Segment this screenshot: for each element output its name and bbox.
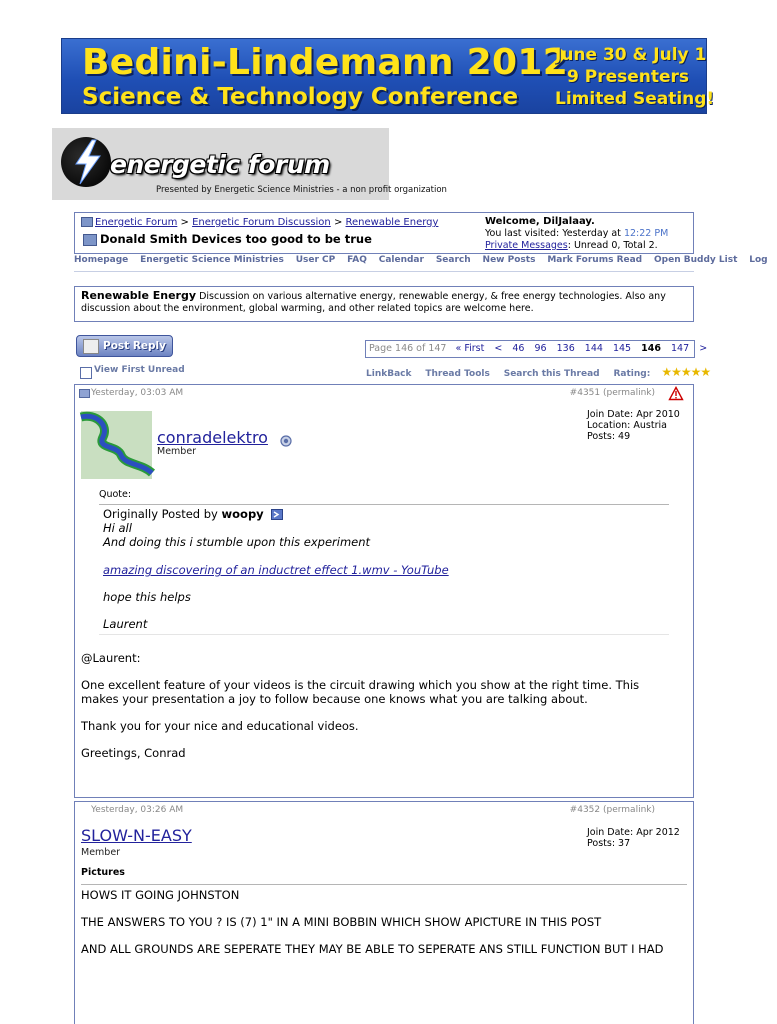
page-link[interactable]: 144 (584, 343, 603, 354)
post-paragraph: AND ALL GROUNDS ARE SEPERATE THEY MAY BE ABLE TO SEPERATE ANS STILL FUNCTION BUT I HAD (81, 942, 664, 956)
quote-line: And doing this i stumble upon this experiment (103, 535, 371, 549)
post-paragraph: One excellent feature of your videos is the circuit drawing which you show at the right time. This makes your presentation a joy to follow because one knows what you are talking about. (81, 678, 640, 706)
welcome-panel (485, 216, 668, 252)
quote-prefix: Originally Posted by (103, 507, 222, 521)
lightning-bolt-icon (70, 140, 104, 184)
post-permalink[interactable]: #4351 (permalink) (569, 388, 655, 398)
forum-home-icon[interactable] (81, 217, 93, 227)
breadcrumb-forum-discussion[interactable]: Energetic Forum Discussion (192, 217, 331, 228)
menu-calendar[interactable]: Calendar (378, 255, 424, 265)
linkback-menu[interactable]: LinkBack (366, 369, 412, 379)
post-4351 (74, 384, 694, 798)
menu-log-out[interactable]: Log (749, 255, 768, 265)
post-user-rank: Member (81, 847, 121, 858)
post-reply-icon (83, 339, 99, 354)
welcome-text: Welcome, DilJalaay. (485, 216, 595, 227)
join-date: Join Date: Apr 2012 (587, 827, 680, 838)
avatar[interactable] (81, 411, 152, 479)
page-link[interactable]: 96 (534, 343, 547, 354)
banner-title: Bedini-Lindemann 2012 (82, 42, 569, 83)
page-info: Page 146 of 147 (369, 343, 447, 354)
logo-tagline: Presented by Energetic Science Ministries - a non profit organization (156, 185, 447, 195)
post-date: Yesterday, 03:26 AM (91, 805, 184, 815)
rating-menu[interactable]: Rating: (613, 369, 651, 379)
post-paragraph: Greetings, Conrad (81, 746, 186, 760)
menu-mark-forums-read[interactable]: Mark Forums Read (547, 255, 643, 265)
post-title-divider (81, 884, 687, 885)
post-paragraph: Thank you for your nice and educational videos. (81, 719, 359, 733)
post-count: Posts: 37 (587, 838, 631, 849)
banner-subtitle: Science & Technology Conference (82, 84, 519, 110)
page-link[interactable]: 147 (671, 343, 690, 354)
menu-search[interactable]: Search (435, 255, 471, 265)
quote-line: Hi all (103, 521, 132, 535)
quote-label: Quote: (99, 489, 132, 500)
last-visited-label: You last visited: Yesterday at (485, 228, 624, 239)
page-link[interactable]: 136 (556, 343, 575, 354)
post-paragraph: THE ANSWERS TO YOU ? IS (7) 1" IN A MINI BOBBIN WHICH SHOW APICTURE IN THIS POST (81, 915, 602, 929)
thread-tools-menu-button[interactable]: Thread Tools (425, 369, 490, 379)
post-username[interactable]: conradelektro (157, 428, 268, 447)
rating-stars-icon: ★★★★★ (661, 365, 711, 379)
breadcrumb-separator: > (330, 217, 346, 228)
site-logo[interactable] (52, 128, 447, 200)
quote-line: Laurent (103, 617, 148, 631)
post-header (75, 385, 693, 401)
page-first-link[interactable]: « First (455, 343, 485, 354)
river-map-image (81, 411, 152, 479)
thread-title (83, 232, 372, 246)
quote-line: hope this helps (103, 590, 191, 604)
search-thread-menu[interactable]: Search this Thread (503, 369, 600, 379)
forum-description: Discussion on various alternative energy, renewable energy, & free energy technologies. Also any discussion about the environment, global warming, and other related topics are welcome here. (81, 291, 666, 314)
pagination (365, 340, 708, 358)
menu-user-cp[interactable]: User CP (295, 255, 336, 265)
banner-presenters: 9 Presenters (566, 67, 690, 87)
report-post-icon[interactable] (669, 387, 683, 400)
post-message (81, 651, 665, 773)
last-visited-time: 12:22 PM (623, 228, 669, 239)
quote-author: woopy (221, 507, 264, 521)
page-link[interactable]: 145 (612, 343, 632, 354)
post-permalink[interactable]: #4352 (permalink) (569, 805, 655, 815)
menu-open-buddy-list[interactable]: Open Buddy List (654, 255, 738, 265)
post-title: Pictures (81, 867, 125, 878)
post-count: Posts: 49 (587, 431, 631, 442)
location: Location: Austria (587, 420, 667, 431)
post-header (75, 802, 693, 818)
breadcrumb-energetic-forum[interactable]: Energetic Forum (95, 217, 178, 228)
forum-name: Renewable Energy (81, 289, 197, 302)
post-icon (79, 389, 90, 398)
post-user-details (587, 827, 680, 849)
menu-new-posts[interactable]: New Posts (482, 255, 536, 265)
menu-divider (74, 271, 694, 272)
post-user-rank: Member (157, 446, 197, 457)
breadcrumb-separator: > (177, 217, 193, 228)
main-menu-bar (74, 255, 768, 271)
private-messages-link[interactable]: Private Messages (485, 240, 568, 251)
quote-block (99, 504, 669, 635)
page-prev-link[interactable]: < (494, 343, 503, 354)
breadcrumb (81, 217, 438, 228)
post-paragraph: @Laurent: (81, 651, 141, 665)
thread-title-text: Donald Smith Devices too good to be true (100, 232, 372, 246)
menu-homepage[interactable]: Homepage (74, 255, 129, 265)
post-reply-button[interactable] (76, 335, 173, 357)
forum-description-box (74, 286, 694, 322)
post-date: Yesterday, 03:03 AM (91, 388, 184, 398)
thread-folder-icon (83, 234, 97, 246)
menu-faq[interactable]: FAQ (347, 255, 367, 265)
view-first-unread-link[interactable]: View First Unread (94, 365, 185, 375)
quote-header (103, 507, 665, 521)
conference-banner[interactable] (61, 38, 715, 114)
menu-energetic-science-ministries[interactable]: Energetic Science Ministries (140, 255, 284, 265)
post-message (81, 888, 681, 969)
user-offline-icon (280, 435, 292, 447)
page-current: 146 (641, 343, 661, 354)
post-paragraph: HOWS IT GOING JOHNSTON (81, 888, 240, 902)
view-post-icon[interactable] (271, 509, 283, 520)
thread-tools-menu (366, 365, 721, 379)
logo-name: energetic forum (110, 150, 330, 179)
view-first-unread-icon[interactable] (80, 367, 92, 379)
private-messages-status: : Unread 0, Total 2. (567, 240, 658, 251)
post-username[interactable]: SLOW-N-EASY (81, 826, 192, 845)
post-reply-label: Post Reply (103, 340, 166, 352)
thread-tools-bar (74, 362, 711, 382)
breadcrumb-renewable-energy[interactable]: Renewable Energy (345, 217, 439, 228)
join-date: Join Date: Apr 2010 (587, 409, 680, 420)
navigation-box (74, 212, 694, 254)
banner-dates: June 30 & July 1 (555, 45, 707, 65)
page-next-link[interactable]: > (699, 343, 708, 354)
page-link[interactable]: 46 (512, 343, 525, 354)
post-4352 (74, 801, 694, 1024)
banner-seating: Limited Seating! (555, 89, 715, 109)
quote-youtube-link[interactable]: amazing discovering of an inductret effect 1.wmv - YouTube (103, 563, 449, 577)
post-user-details (587, 409, 680, 442)
